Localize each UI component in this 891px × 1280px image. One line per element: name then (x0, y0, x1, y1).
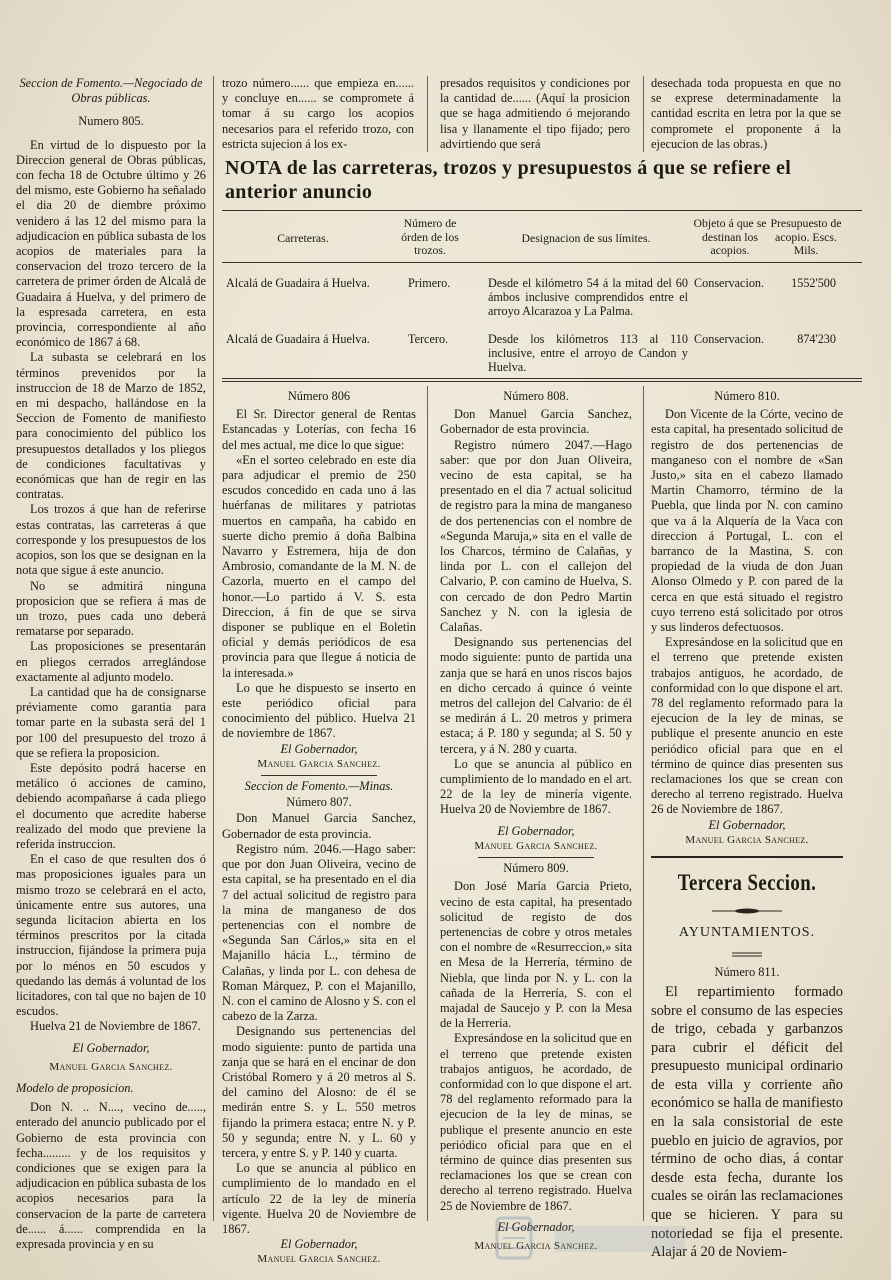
paragraph: La subasta se celebrará en los términos prevenidos por la instruccion de 18 de Marzo de 1852, en mi despacho, hallándose en la Seccion de Fomento de manifiesto para conocimiento del público los presupuestos detallados y los pliegos de condiciones facultativas y económicas que han de regir en las contratas. (16, 350, 206, 502)
modelo-text: Don N. .. N...., vecino de....., enterado del anuncio publicado por el Gobierno de esta provincia con fecha......... y de los requisitos y condiciones que se exigen para la adjudicacion en pública subasta de los acopios necesarios para la conservacion de la parte de carretera de...... á...... comprendida en la expresada provincia y en su (16, 1100, 206, 1252)
column-rule (643, 386, 644, 1221)
separator (478, 857, 593, 858)
paragraph: Lo que he dispuesto se inserto en este periódico oficial para conocimiento del público. Huelva 21 de noviembre de 1867. (222, 680, 416, 741)
signature-name: Manuel Garcia Sanchez. (685, 833, 809, 846)
notice-number: Numero 805. (78, 114, 144, 129)
section-rule (651, 856, 843, 858)
table-rule (222, 381, 862, 382)
signature-title: El Gobernador, (280, 741, 358, 756)
paragraph: En virtud de lo dispuesto por la Direccion general de Obras públicas, con fecha 18 de Octubre último y 26 del mismo, este Gobierno ha señalado el dia 20 de diembre próximo venidero á las 12 del mismo para la adjudicacion en pública subasta de los acopios de materiales para la conservacion del trozo tercero de la carretera de primer órden de Alcalá de Guadaira á Huelva, y del primero de la espresada carretera, en esta provincia, correspondiente al año económico de 1867 á 68. (16, 137, 206, 350)
paragraph: Registro núm. 2046.—Hago saber: que por don Juan Oliveira, vecino de esta capital, se ha presentado en el dia 7 del actual solicitud de registro para la mina de manganeso de dos pertenencias con el nombre de «Segunda San Cárlos,» sita en el Majanillo hácia L., término de Calañas, y linda por L. con dehesa de Roman Márquez, P. con el Majanillo, N. con el camino de Alosno y S. con el cabezo de la Zarza. (222, 841, 416, 1024)
signature-name: Manuel Garcia Sanchez. (257, 757, 381, 770)
column-rule (213, 76, 214, 1221)
header-carreteras: Carreteras. (277, 231, 329, 245)
row1-objeto: Conservacion. (694, 276, 765, 290)
header-presupuesto: Presupuesto de acopio. Escs. Mils. (770, 216, 842, 257)
column-rule (643, 76, 644, 152)
signature-name: Manuel Garcia Sanchez. (474, 839, 598, 852)
signature-name: Manuel Garcia Sanchez. (49, 1060, 173, 1073)
paragraph: Los trozos á que han de referirse estas contratas, las carreteras á que corresponde y los presupuestos de los acopios, son los que se designan en la nota que sigue á este anuncio. (16, 502, 206, 578)
notice-number: Número 809. (503, 861, 569, 876)
subsection-title: AYUNTAMIENTOS. (678, 925, 816, 941)
notice-number: Número 807. (286, 795, 352, 810)
paragraph: Expresándose en la solicitud que en el terreno que pretende existen trabajos antiguos, he acordado, de conformidad con lo que dispone el art. 78 del reglamento reformado para la ejecucion de la ley de minas, se publique el presente anuncio en este periódico oficial para que en el término de quince dias presenten sus reclamaciones los que se crean con derecho al terreno registrado. Huelva 26 de Noviembre de 1867. (651, 635, 843, 817)
signature-name: Manuel Garcia Sanchez. (474, 1239, 598, 1252)
paragraph: Expresándose en la solicitud que en el terreno que pretende existen trabajos antiguos, he acordado, de conformidad con lo que dispone el art. 78 del reglamento reformado para la ejecucion de la ley de minas, se publique el presente anuncio en este periódico oficial para que en el término de quince dias presenten sus reclamaciones los que se crean con derecho al terreno registrado. Huelva 25 de Noviembre de 1867. (440, 1031, 632, 1213)
signature-name: Manuel Garcia Sanchez. (257, 1253, 381, 1266)
column-4-top (651, 76, 841, 152)
header-numero: Número de órden de los trozos. (401, 216, 459, 257)
column-rule (427, 386, 428, 1221)
signature-title: El Gobernador, (497, 823, 575, 838)
ornament (651, 904, 843, 919)
separator (261, 775, 377, 776)
notice-number: Número 810. (714, 389, 780, 403)
notice-number: Número 811. (714, 964, 780, 979)
paragraph: La cantidad que ha de consignarse préviamente como garantia para tomar parte en la subasta será del 1 por 100 del presupuesto del trozo á que se refiera la proposicion. (16, 684, 206, 760)
modelo-header: Modelo de proposicion. (16, 1081, 134, 1095)
row2-carretera: Alcalá de Guadaira á Huelva. (226, 332, 370, 346)
column-3 (440, 386, 632, 1254)
notice-number: Número 806 (287, 389, 351, 403)
signature-title: El Gobernador, (497, 1219, 575, 1234)
nota-title: NOTA de las carreteras, trozos y presupuestos á que se refiere el anterior anuncio (225, 157, 792, 203)
paragraph: Don Vicente de la Córte, vecino de esta capital, ha presentado solicitud de registro de dos pertenencias de manganeso con el nombre de «San Justo,» sita en el cabezo llamado Martin Chamorro, término de la Puebla, que linda por N. con camino que va á la Alquería de la Vaca con direccion á Portugal, L. con el barranco de la Mastina, S. con propiedad de la viuda de don Juan Alonso Olmedo y P. con pared de la cerca en que está situado el registro cuyo terreno está solicitado por otros y sus linderos defectuosos. (651, 407, 843, 635)
notice-number: Número 808. (503, 389, 569, 403)
paragraph: Don Manuel Garcia Sanchez, Gobernador de esta provincia. (440, 407, 632, 437)
row2-designacion: Desde los kilómetros 113 al 110 inclusive, entre el arroyo de Candon y Huelva. (488, 332, 688, 374)
paragraph: Las proposiciones se presentarán en pliegos cerrados arreglándose exactamente al adjunto modelo. (16, 639, 206, 684)
paragraph: Registro número 2047.—Hago saber: que por don Juan Oliveira, vecino de esta capital, se ha presentado en el dia 7 actual solicitud de registro para la mina de manganeso de dos pertenencias con el nombre de «Segunda Maruja,» sita en el valle de los Charcos, término de Calañas, y linda por L. con el callejon del Calvario, P. con camino de Huelva, S. con cercado de don Pedro Martin Sanchez y N. con la iglesia de Calañas. (440, 437, 632, 635)
ornament (651, 947, 843, 962)
section-header: Seccion de Fomento.—Negociado de Obras públicas. (19, 76, 203, 106)
column-1 (16, 76, 206, 1252)
column-4 (651, 386, 843, 1262)
continuation-text: desechada toda propuesta en que no se exprese determinadamente la cantidad escrita en letra por la que se compromete el proponente á la ejecucion de las obras.) (651, 76, 841, 151)
paragraph: Designando sus pertenencias del modo siguiente: punto de partida una zanja que se hará en el encinar de don Cristóbal Romero y á 20 metros al S. del camino del Alosno: de él se medirán entre S. y L. 550 metros fijando la primera estaca; entre N. y P. 50 y segunda; entre N. y L. 60 y tercera, y entre S. y P. 140 y cuarta. (222, 1024, 416, 1160)
header-objeto: Objeto á que se destinan los acopios. (693, 216, 767, 257)
column-rule (427, 76, 428, 152)
row2-presupuesto: 874'230 (797, 332, 836, 346)
paragraph: «En el sorteo celebrado en este dia para adjudicar el premio de 250 escudos concedido en cada uno á las huérfanas de militares y patriotas muertos en campaña, ha cabido en suerte dicho premio á doña Balbina Navarro y Estremera, hija de don Ambrosio, comandante de la M. N. de Cazorla, muerto en el campo del honor.—Lo partido á V. S. esta Direccion, á fin de que se sirva disponer se publique en el Boletin oficial y demás periódicos de esa provincia para que llegue á noticia de la interesada.» (222, 452, 416, 680)
section-header: Seccion de Fomento.—Minas. (244, 779, 394, 794)
header-designacion: Designacion de sus límites. (521, 231, 651, 245)
paragraph: El repartimiento formado sobre el consumo de las especies de trigo, cebada y garbanzos para cubrir el déficit del presupuesto municipal ordinario de esta villa y corriente año económico se halla de manifiesto en la sala consistorial de este pueblo en juicio de agravios, por término de ocho dias, á contar desde esta fecha, durante los cuales se oirán las reclamaciones que se hicieren. Y para su notoriedad se fija el presente. Alajar á 20 de Noviem- (651, 983, 843, 1261)
paragraph: Lo que se anuncia al público en cumplimiento de lo mandado en el artículo 22 de la ley de minería vigente. Huelva 20 de Noviembre de 1867. (222, 1161, 416, 1236)
paragraph: No se admitirá ninguna proposicion que se refiera á mas de un trozo, pues cada uno deberá rematarse por separado. (16, 578, 206, 639)
signature-title: El Gobernador, (72, 1040, 150, 1055)
row1-presupuesto: 1552'500 (791, 276, 836, 290)
column-2 (222, 386, 416, 1268)
library-stamp-icon (495, 1212, 695, 1262)
table-rule (222, 378, 862, 379)
column-3-top (440, 76, 630, 152)
row1-carretera: Alcalá de Guadaira á Huelva. (226, 276, 370, 290)
continuation-text: presados requisitos y condiciones por la cantidad de...... (Aquí la prosicion que se haga admitiendo ó mejorando lisa y llanamente el tipo fijado; pero advirtiendo que será (440, 76, 630, 151)
column-2-top (222, 76, 414, 152)
row1-numero: Primero. (408, 276, 451, 290)
row2-numero: Tercero. (408, 332, 449, 346)
paragraph: En el caso de que resulten dos ó mas proposiciones iguales para un mismo trozo se celebrará en el acto, únicamente entre sus autores, una segunda licitacion abierta en los términos prescritos por la citada instruccion, fijándose la primera puja por lo ménos en 50 escudos y quedando las demás á voluntad de los licitadores, con tal que no bajen de 10 escudos. (16, 852, 206, 1019)
paragraph: El Sr. Director general de Rentas Estancadas y Loterías, con fecha 16 del mes actual, me dice lo que sigue: (222, 407, 416, 452)
paragraph: Huelva 21 de Noviembre de 1867. (30, 1019, 201, 1034)
paragraph: Don José María Garcia Prieto, vecino de esta capital, ha presentado solicitud de registo de dos pertenencias de cobre y otros metales con el nombre de «Resurreccion,» sita en Mesa de la Herrería, término de Niebla, que linda por N. y L. con la cañada de la Herrería, S. con el majadal de Saucejo y P. con la Mesa de la Herreria. (440, 879, 632, 1031)
table-rule (222, 262, 862, 263)
paragraph: Designando sus pertenencias del modo siguiente: punto de partida una zanja que se hará en unos riscos bajos en dicho cercado á quince ó veinte metros del callejon del Calvario: de él se medirán á L. 20 metros y primera estaca; á P. 180 y segunda; al S. 50 y tercera, y á N. 280 y cuarta. (440, 635, 632, 756)
continuation-text: trozo número...... que empieza en...... y concluye en...... se compromete á tomar á su cargo los acopios necesarios para el referido trozo, con estricta sujecion á los ex- (222, 76, 414, 151)
signature-title: El Gobernador, (280, 1237, 358, 1252)
paragraph: Don Manuel Garcia Sanchez, Gobernador de esta provincia. (222, 811, 416, 841)
table-rule (222, 210, 862, 211)
paragraph: Este depósito podrá hacerse en metálico ó acciones de camino, debiendo acompañarse á cada pliego el documento que acredite haberse realizado del modo que previene la referida instruccion. (16, 760, 206, 851)
row1-designacion: Desde el kilómetro 54 á la mitad del 60 ámbos inclusive comprendidos entre el arroyo Alcarazoa y La Palma. (488, 276, 688, 318)
signature-title: El Gobernador, (708, 817, 786, 832)
row2-objeto: Conservacion. (694, 332, 765, 346)
section-title: Tercera Seccion. (677, 870, 817, 896)
paragraph: Lo que se anuncia al público en cumplimiento de lo mandado en el art. 22 de la ley de minería vigente. Huelva 20 de Noviembre de 1867. (440, 756, 632, 817)
